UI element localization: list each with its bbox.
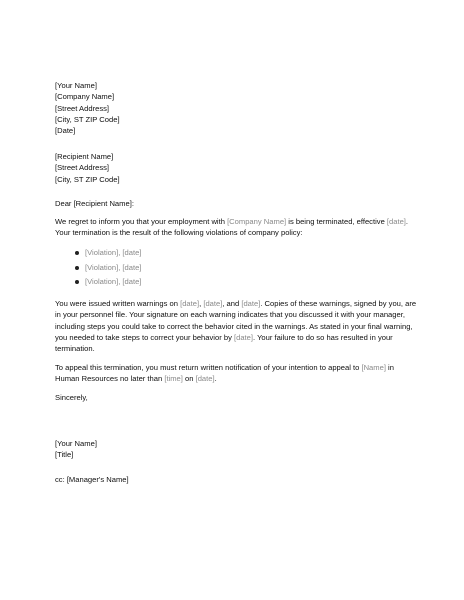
bullet-icon: [75, 280, 79, 284]
sender-address: [55, 80, 407, 136]
closing: Sincerely,: [55, 393, 88, 402]
paragraph-line: We regret to inform you that your employment with [Company Name] is being terminated, effective [date].: [55, 217, 409, 226]
placeholder-company: [Company Name]: [227, 217, 287, 226]
sender-name: [Your Name]: [55, 81, 97, 90]
bullet-icon: [75, 251, 79, 255]
paragraph-line: termination.: [55, 344, 95, 354]
paragraph-line: Human Resources no later than [time] on [date].: [55, 374, 217, 384]
signature-name: [Your Name]: [55, 439, 97, 448]
bullet-icon: [75, 266, 79, 270]
violations-list: [55, 246, 407, 290]
paragraph-termination-notice: [55, 216, 407, 239]
paragraph-line: You were issued written warnings on [date], [date], and [date]. Copies of these warnings, signed by you, are: [55, 299, 417, 308]
paragraph-line: including steps you could take to correct the behavior cited in the warnings. As stated in your final warning,: [55, 321, 413, 331]
paragraph-warnings: [55, 298, 417, 354]
sender-city: [City, ST ZIP Code]: [55, 114, 120, 124]
recipient-city: [City, ST ZIP Code]: [55, 174, 120, 184]
signature-block: [55, 438, 407, 461]
paragraph-line: in your personnel file. Your signature on each warning indicates that you discussed it with your manager,: [55, 310, 405, 320]
signature-title: [Title]: [55, 450, 74, 460]
list-item: [Violation], [date]: [55, 261, 407, 276]
paragraph-line: To appeal this termination, you must return written notification of your intention to appeal to [Name] in: [55, 363, 394, 372]
recipient-name: [Recipient Name]: [55, 152, 114, 161]
sender-company: [Company Name]: [55, 92, 115, 102]
recipient-street: [Street Address]: [55, 163, 110, 173]
paragraph-appeal: [55, 362, 407, 385]
salutation: Dear [Recipient Name]:: [55, 199, 134, 208]
placeholder-date: [date]: [386, 217, 406, 226]
paragraph-line: you needed to take steps to correct your behavior by [date]. Your failure to do so has resulted in your: [55, 332, 393, 342]
list-item: [Violation], [date]: [55, 246, 407, 261]
list-item: [Violation], [date]: [55, 275, 407, 290]
sender-street: [Street Address]: [55, 103, 110, 113]
cc-line: cc: [Manager's Name]: [55, 475, 129, 484]
recipient-address: [55, 151, 407, 185]
sender-date: [Date]: [55, 126, 76, 136]
paragraph-line: Your termination is the result of the following violations of company policy:: [55, 228, 303, 238]
